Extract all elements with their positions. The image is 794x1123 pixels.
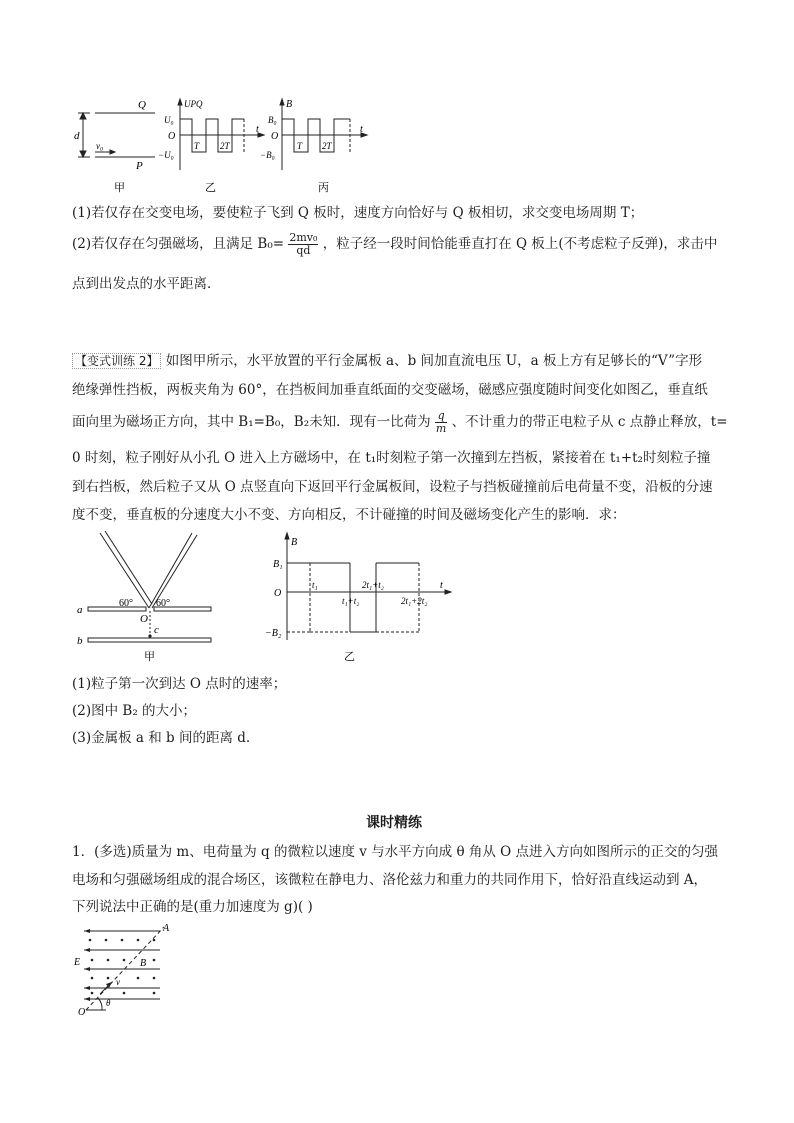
ratio-denominator: m (435, 422, 447, 435)
b0-fraction-denominator: qd (296, 244, 311, 257)
variant-line-4: 0 时刻，粒子刚好从小孔 O 进入上方磁场中，在 t₁时刻粒子第一次撞到左挡板，紧接着在 t₁+t₂时刻粒子撞 (72, 450, 711, 466)
b0-fraction-numerator: 2mv₀ (289, 231, 318, 244)
variant-line-2: 绝缘弹性挡板，两板夹角为 60°，在挡板间加垂直纸面的交变磁场，磁感应强度随时间变化如图乙，垂直纸 (72, 382, 708, 398)
variant-line-1-text: 如图甲所示，水平放置的平行金属板 a、b 间加直流电压 U，a 板上方有足够长的“V”字形 (161, 353, 703, 369)
neg-u0-label: −U₀ (158, 150, 174, 160)
angle-right-label: 60° (156, 598, 170, 609)
field-b-label: B (140, 958, 147, 969)
caption-yi-1: 乙 (205, 182, 216, 194)
b1-label: B₁ (273, 559, 283, 570)
b0-fraction (288, 232, 318, 257)
neg-b0-label: −B₀ (260, 150, 275, 160)
fig1-jia-plates (78, 113, 155, 157)
b0-label: B₀ (268, 115, 277, 125)
tick-2t1-2t2-label: 2t₁+2t₂ (401, 596, 428, 606)
y-axis-b-label-1: B (286, 99, 293, 110)
variant-line-3 (72, 410, 728, 435)
question-2-text (72, 232, 717, 257)
variant-line-5: 到右挡板，然后粒子又从 O 点竖直向下返回平行金属板间，设粒子与挡板碰撞前后电荷量不变，沿板的分速 (72, 479, 713, 495)
tick-t-label-1: T (194, 141, 200, 151)
caption-jia-1: 甲 (114, 182, 125, 194)
tick-2t-label-2: 2T (322, 141, 332, 151)
figure-2-yi (262, 530, 462, 665)
figure-2-jia (72, 528, 222, 668)
caption-bing-1: 丙 (318, 182, 329, 194)
y-axis-b-label-2: B (291, 537, 298, 548)
angle-left-label: 60° (119, 598, 133, 609)
ratio-numerator: q (435, 410, 447, 423)
variant-line-3-a: 面向里为磁场正方向，其中 B₁=B₀，B₂未知．现有一比荷为 (72, 414, 431, 430)
hole-o-label: O (140, 613, 148, 625)
origin-label-1: O (168, 131, 176, 142)
caption-yi-2: 乙 (344, 651, 355, 663)
origin-label-3: O (274, 588, 282, 599)
t-axis-label-1: t (256, 124, 259, 135)
variant-question-2: (2)图中 B₂ 的大小； (72, 703, 197, 719)
tick-t-label-2: T (297, 141, 303, 151)
distance-d-label: d (74, 130, 80, 142)
charge-mass-ratio-fraction (435, 410, 447, 435)
point-o-label: O (78, 1007, 86, 1017)
variant-tag: 【变式训练 2】 (72, 353, 161, 369)
variant-line-6: 度不变，垂直板的分速度大小不变、方向相反，不计碰撞的时间及磁场变化产生的影响．求： (72, 507, 626, 523)
fig1-bing-graph (280, 99, 367, 170)
question-2-part-a: (2)若仅存在匀强磁场，且满足 B₀= (72, 236, 285, 252)
fig1-yi-graph (178, 99, 264, 170)
question-1-text: (1)若仅存在交变电场，要使粒子飞到 Q 板时，速度方向恰好与 Q 板相切，求交变电场周期 T； (72, 205, 644, 221)
section-title: 课时精练 (366, 815, 422, 831)
velocity-v-label: v (116, 977, 120, 987)
neg-b2-label: −B₂ (265, 628, 282, 639)
y-axis-u-label: UPQ (184, 99, 203, 109)
v0-label: v₀ (96, 141, 104, 151)
tick-t1-label: t₁ (312, 580, 318, 590)
plate-b-label: b (77, 635, 83, 647)
variant-question-3: (3)金属板 a 和 b 间的距离 d. (72, 730, 251, 746)
field-e-label: E (74, 957, 81, 968)
variant-line-3-b: 、不计重力的带正电粒子从 c 点静止释放，t= (451, 414, 728, 430)
question-2-continued: 点到出发点的水平距离． (72, 276, 221, 292)
plate-a-label: a (77, 604, 83, 616)
tick-2t-label-1: 2T (220, 141, 230, 151)
origin-label-2: O (271, 131, 279, 142)
t-axis-label-3: t (440, 580, 443, 591)
variant-line-1 (72, 351, 702, 371)
problem-1-line-3: 下列说法中正确的是(重力加速度为 g)( ) (72, 899, 313, 915)
figure-1 (70, 95, 390, 200)
problem-1-line-2: 电场和匀强磁场组成的混合场区，该微粒在静电力、洛伦兹力和重力的共同作用下，恰好沿直线运动到 A， (72, 872, 708, 888)
angle-theta-label: θ (106, 998, 111, 1008)
t-axis-label-2: t (360, 124, 363, 135)
point-a-label: A (163, 923, 170, 934)
u0-label: U₀ (164, 115, 174, 125)
question-2-part-b: ，粒子经一段时间恰能垂直打在 Q 板上(不考虑粒子反弹)，求击中 (322, 236, 718, 252)
variant-question-1: (1)粒子第一次到达 O 点时的速率； (72, 676, 287, 692)
problem-1-line-1: 1．(多选)质量为 m、电荷量为 q 的微粒以速度 v 与水平方向成 θ 角从 O 点进入方向如图所示的正交的匀强 (72, 844, 719, 860)
tick-2t1-t2-label: 2t₁+t₂ (362, 580, 384, 590)
point-c-label: c (154, 624, 159, 636)
caption-jia-2: 甲 (144, 651, 155, 663)
plate-p-label: P (136, 160, 143, 172)
figure-3 (72, 922, 182, 1017)
plate-q-label: Q (138, 99, 146, 111)
tick-t1-t2-label: t₁+t₂ (342, 596, 360, 606)
